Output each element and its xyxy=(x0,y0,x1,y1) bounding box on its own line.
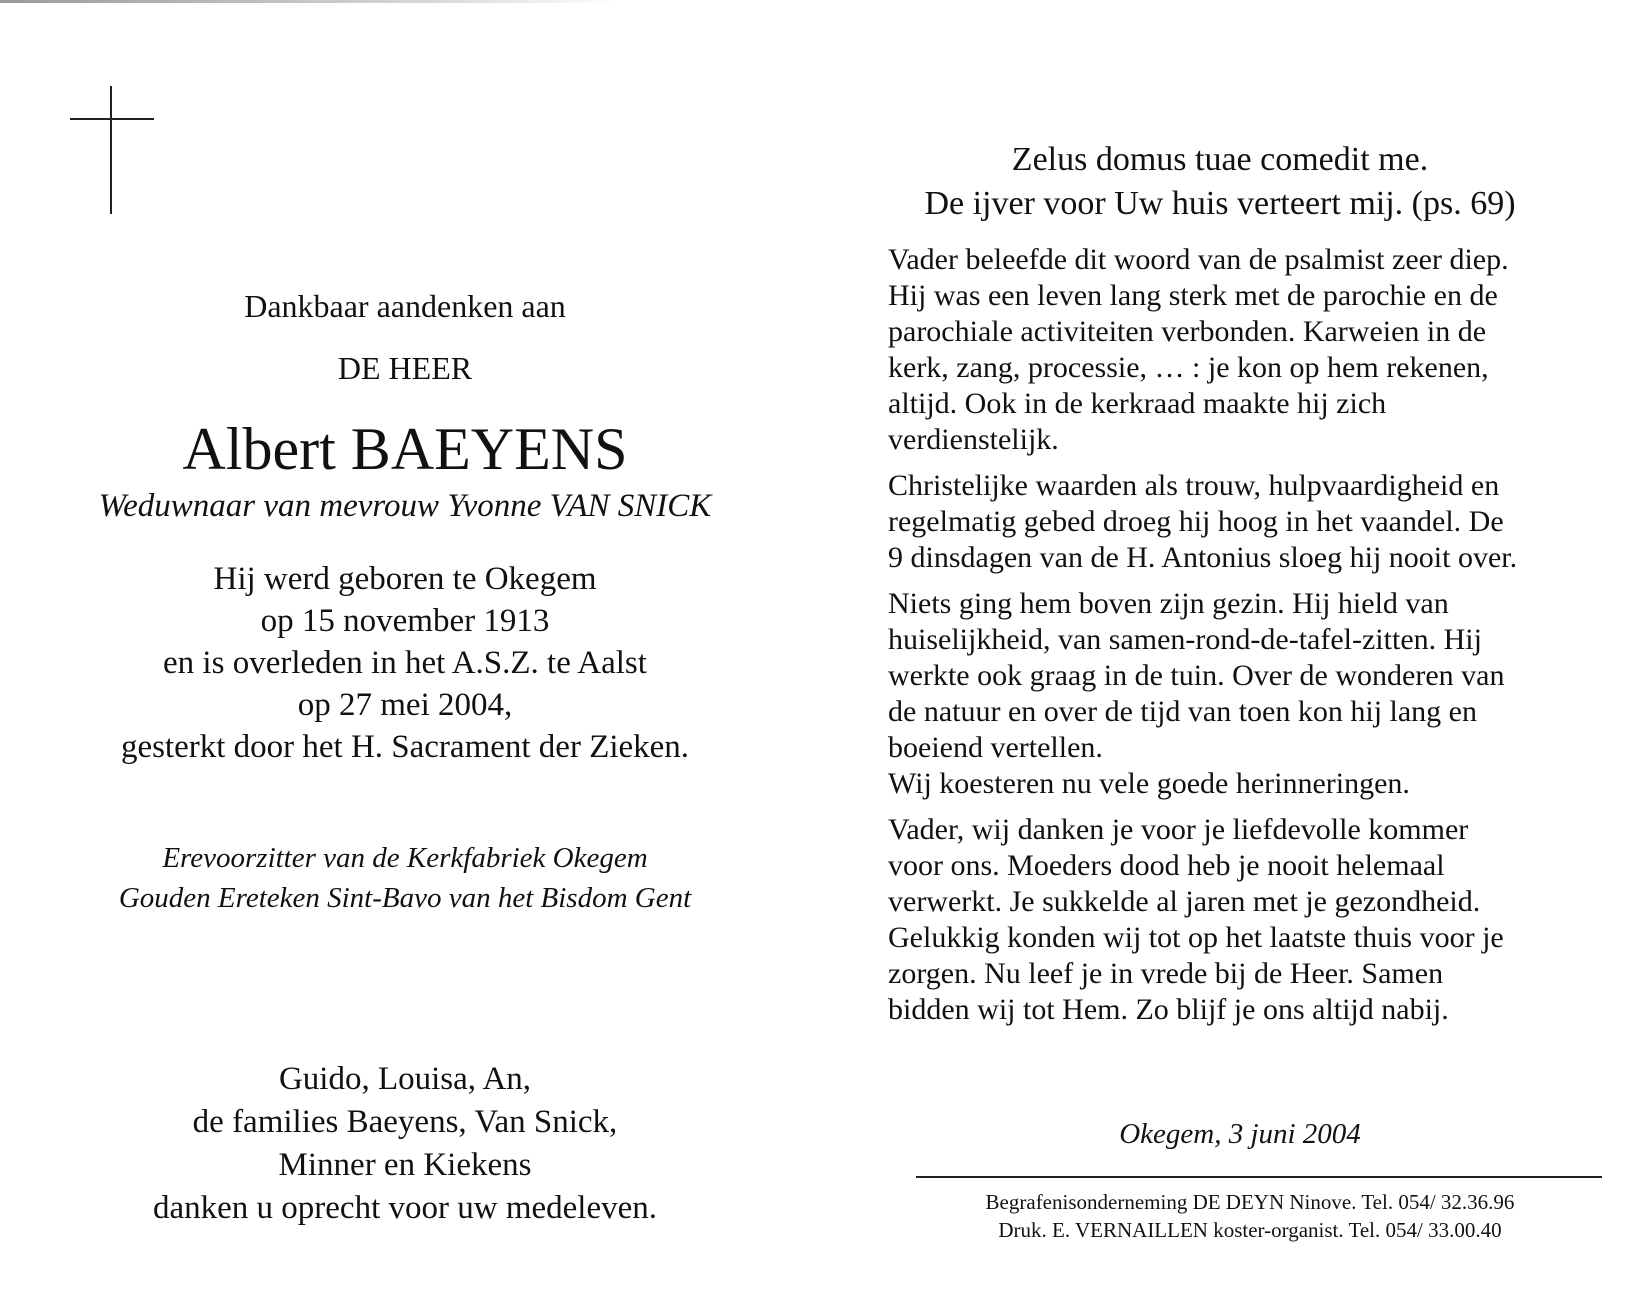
bio-line: en is overleden in het A.S.Z. te Aalst xyxy=(163,645,647,681)
cross-horizontal-bar xyxy=(70,118,154,120)
paragraph-line: huiselijkheid, van samen-rond-de-tafel-zitten. Hij xyxy=(888,623,1482,656)
thanks-line: danken u oprecht voor uw medeleven. xyxy=(153,1190,657,1226)
paragraph-line: de natuur en over de tijd van toen kon hij lang en xyxy=(888,695,1477,728)
honors xyxy=(40,838,770,918)
thanks-line: Minner en Kiekens xyxy=(278,1147,532,1183)
paragraph-line: verdienstelijk. xyxy=(888,423,1059,456)
paragraph-line: Niets ging hem boven zijn gezin. Hij hield van xyxy=(888,587,1449,620)
scan-edge xyxy=(0,0,620,3)
divider-rule xyxy=(916,1176,1602,1178)
bio-line: op 27 mei 2004, xyxy=(297,687,513,723)
paragraph-line: zorgen. Nu leef je in vrede bij de Heer. Samen xyxy=(888,957,1444,990)
credit-line-printer: Druk. E. VERNAILLEN koster-organist. Tel. 054/ 33.00.40 xyxy=(998,1218,1502,1242)
paragraph-line: boeiend vertellen. xyxy=(888,731,1103,764)
family-thanks xyxy=(40,1058,770,1230)
bio-line: op 15 november 1913 xyxy=(260,603,550,639)
honor-line: Gouden Ereteken Sint-Bavo van het Bisdom Gent xyxy=(118,882,692,914)
paragraph-line: Vader, wij danken je voor je liefdevolle kommer xyxy=(888,813,1469,846)
bio-line: gesterkt door het H. Sacrament der Zieken. xyxy=(120,729,690,765)
place-date: Okegem, 3 juni 2004 xyxy=(1119,1118,1361,1150)
paragraph-line: Wij koesteren nu vele goede herinneringen. xyxy=(888,767,1410,800)
paragraph-line: parochiale activiteiten verbonden. Karweien in de xyxy=(888,315,1487,348)
tribute-text xyxy=(888,242,1608,1038)
spouse-line: Weduwnaar van mevrouw Yvonne VAN SNICK xyxy=(98,488,712,524)
paragraph-line: altijd. Ook in de kerkraad maakte hij zich xyxy=(888,387,1387,420)
tribute-paragraph xyxy=(888,242,1608,458)
cross-vertical-bar xyxy=(110,86,112,214)
paragraph-line: kerk, zang, processie, … : je kon op hem rekenen, xyxy=(888,351,1489,384)
paragraph-line: bidden wij tot Hem. Zo blijf je ons altijd nabij. xyxy=(888,993,1449,1026)
tribute-paragraph xyxy=(888,586,1608,802)
quote-line-dutch: De ijver voor Uw huis verteert mij. (ps. 69) xyxy=(924,185,1516,222)
tribute-paragraph xyxy=(888,812,1608,1028)
thanks-line: de families Baeyens, Van Snick, xyxy=(192,1104,618,1140)
tribute-paragraph xyxy=(888,468,1608,576)
quote-line-latin: Zelus domus tuae comedit me. xyxy=(1011,141,1429,178)
honorific-title: DE HEER xyxy=(337,350,473,386)
paragraph-line: Christelijke waarden als trouw, hulpvaardigheid en xyxy=(888,469,1500,502)
paragraph-line: voor ons. Moeders dood heb je nooit helemaal xyxy=(888,849,1445,882)
memorial-intro: Dankbaar aandenken aan xyxy=(244,288,566,324)
biography xyxy=(40,558,770,768)
paragraph-line: regelmatig gebed droeg hij hoog in het vaandel. De xyxy=(888,505,1504,538)
honor-line: Erevoorzitter van de Kerkfabriek Okegem xyxy=(162,842,648,874)
credit-line-funeral-home: Begrafenisonderneming DE DEYN Ninove. Tel. 054/ 32.36.96 xyxy=(985,1190,1515,1214)
paragraph-line: verwerkt. Je sukkelde al jaren met je gezondheid. xyxy=(888,885,1481,918)
thanks-line: Guido, Louisa, An, xyxy=(278,1061,532,1097)
deceased-name: Albert BAEYENS xyxy=(182,416,628,482)
printer-credits xyxy=(880,1188,1620,1244)
paragraph-line: Hij was een leven lang sterk met de parochie en de xyxy=(888,279,1498,312)
paragraph-line: 9 dinsdagen van de H. Antonius sloeg hij nooit over. xyxy=(888,541,1518,574)
paragraph-line: Gelukkig konden wij tot op het laatste thuis voor je xyxy=(888,921,1504,954)
psalm-quote xyxy=(860,138,1580,226)
bio-line: Hij werd geboren te Okegem xyxy=(213,561,597,597)
paragraph-line: werkte ook graag in de tuin. Over de wonderen van xyxy=(888,659,1505,692)
paragraph-line: Vader beleefde dit woord van de psalmist zeer diep. xyxy=(888,243,1509,276)
